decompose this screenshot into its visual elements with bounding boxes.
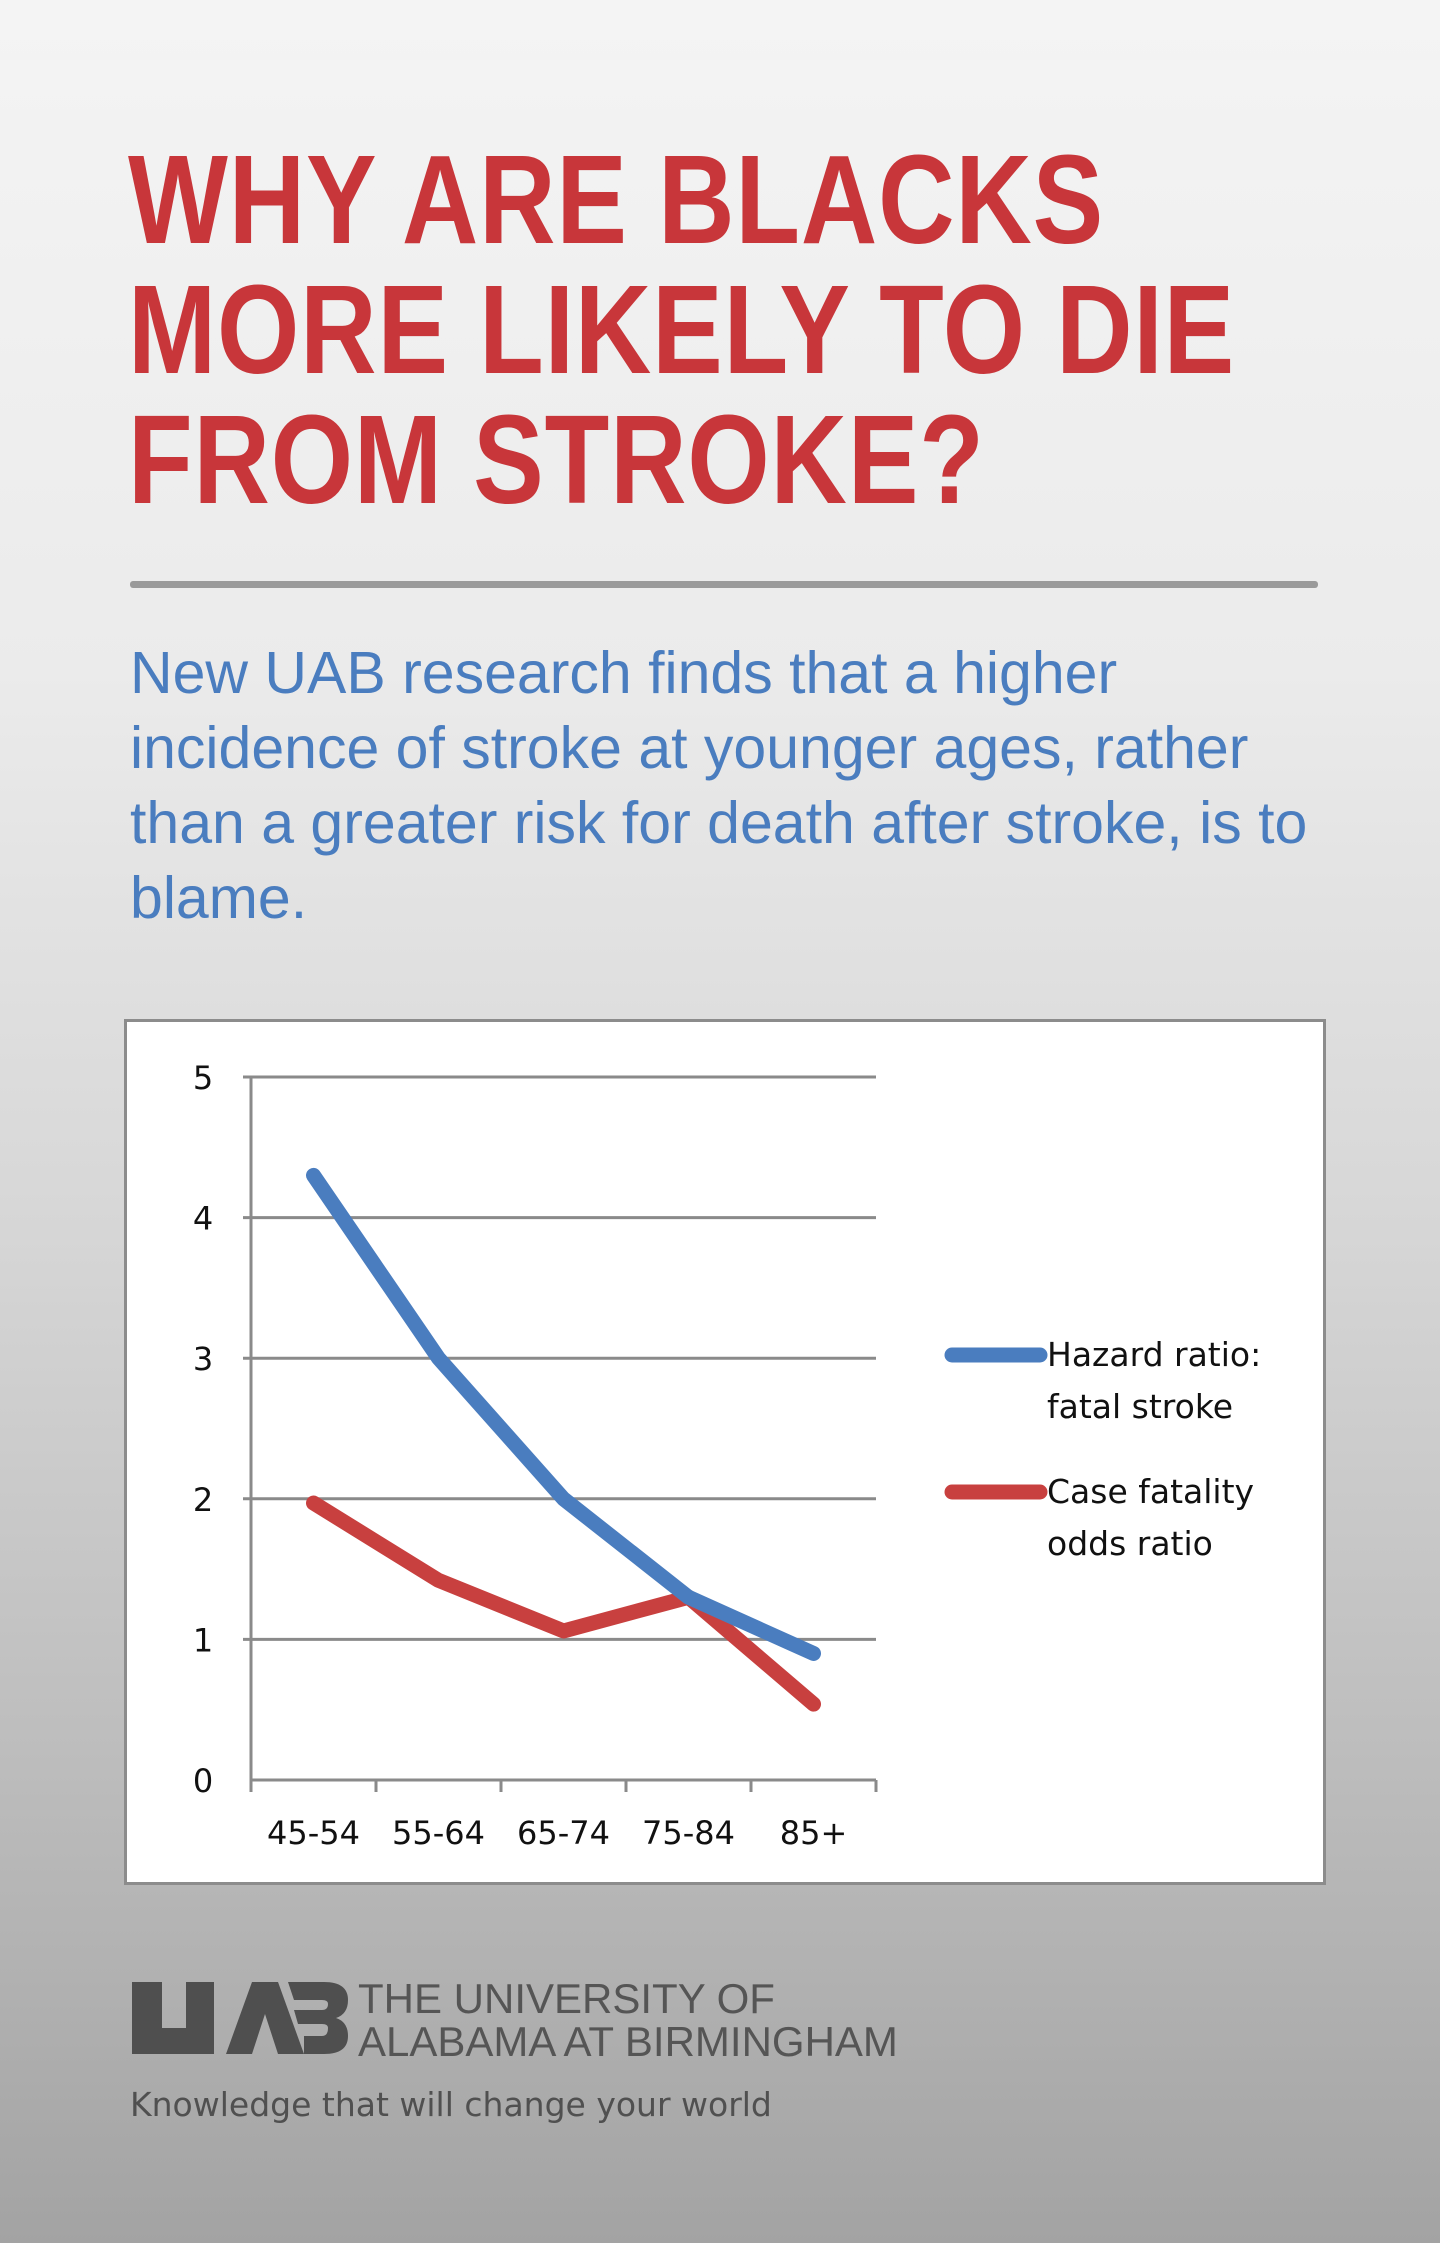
x-tick-label: 55-64 [392, 1814, 485, 1852]
y-tick-label: 4 [192, 1199, 214, 1238]
university-name-line: THE UNIVERSITY OF [358, 1975, 775, 2022]
uab-logo [128, 1978, 352, 2058]
headline-line: FROM STROKE? [128, 389, 985, 530]
line-chart [127, 1022, 1323, 1882]
university-name-line: ALABAMA AT BIRMINGHAM [358, 2018, 898, 2065]
x-tick-label: 65-74 [517, 1814, 610, 1852]
headline [128, 129, 1236, 530]
chart-panel [124, 1019, 1326, 1885]
y-tick-label: 0 [192, 1762, 214, 1800]
y-tick-label: 1 [192, 1621, 214, 1660]
subheadline: New UAB research finds that a higher incidence of stroke at younger ages, rather than a greater risk for death after stroke, is to blame. [130, 640, 1308, 931]
series-line [314, 1503, 814, 1704]
headline-line: MORE LIKELY TO DIE [128, 259, 1236, 400]
legend-label: Hazard ratio: [1047, 1335, 1262, 1374]
tagline: Knowledge that will change your world [130, 2085, 772, 2124]
x-tick-label: 75-84 [642, 1814, 735, 1852]
legend-label: odds ratio [1047, 1524, 1213, 1563]
y-tick-label: 3 [192, 1340, 214, 1379]
y-tick-label: 5 [192, 1059, 214, 1097]
x-tick-label: 45-54 [267, 1814, 360, 1852]
headline-line: WHY ARE BLACKS [128, 129, 1105, 270]
legend-label: fatal stroke [1047, 1387, 1234, 1426]
university-name [358, 1977, 898, 2063]
legend-label: Case fatality [1047, 1472, 1255, 1511]
divider [130, 581, 1318, 588]
y-tick-label: 2 [192, 1480, 214, 1519]
x-tick-label: 85+ [779, 1814, 848, 1852]
series-line [314, 1175, 814, 1653]
